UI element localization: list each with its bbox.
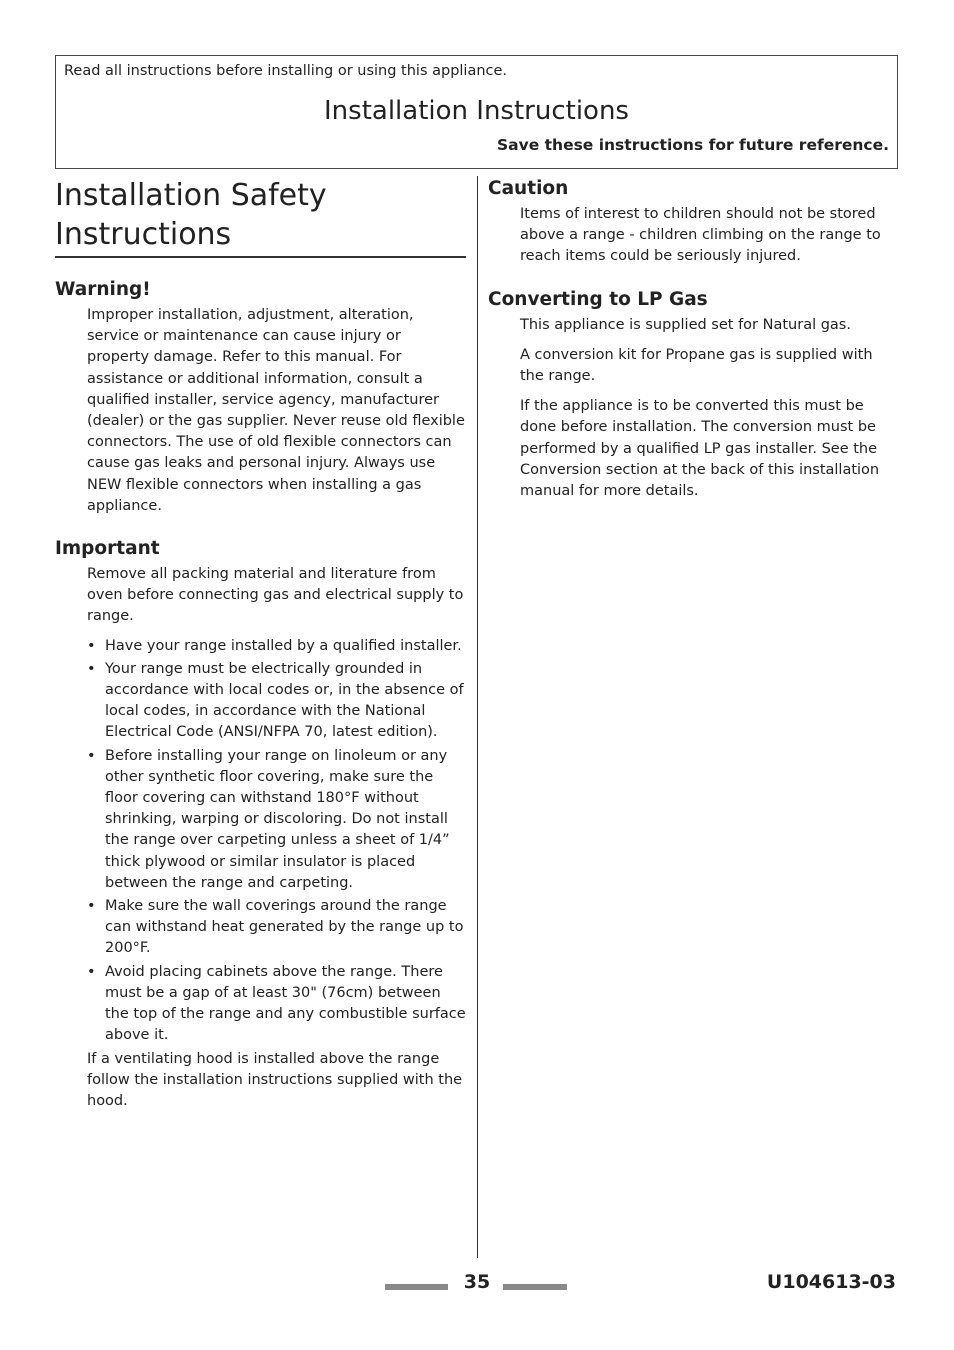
lp-paragraph-2: A conversion kit for Propane gas is supplied with the range. [520,346,873,385]
page-number: 35 [463,1271,491,1293]
document-title: Installation Instructions [324,96,629,126]
page-title: Installation Safety Instructions [55,176,466,258]
header-box [55,55,898,169]
lp-gas-section [488,289,898,503]
notice-text: Read all instructions before installing or using this appliance. [64,63,508,79]
column-divider [477,176,478,1258]
caution-text: Items of interest to children should not be stored above a range - children climbing on the range to reach items could be seriously injured. [520,206,881,265]
list-item: • Have your range installed by a qualified installer. [87,637,462,654]
footer-bar-right [503,1284,567,1290]
list-item: • Avoid placing cabinets above the range. There must be a gap of at least 30" (76cm) between the top of the range and any combustible surface above it. [87,963,466,1044]
document-code: U104613-03 [766,1271,896,1293]
caution-section [488,178,898,268]
warning-heading: Warning! [55,279,151,300]
list-item: • Your range must be electrically grounded in accordance with local codes or, in the absence of local codes, in accordance with the National Electrical Code (ANSI/NFPA 70, latest edition). [87,660,464,741]
lp-paragraph-1: This appliance is supplied set for Natural gas. [520,316,851,333]
list-item: • Before installing your range on linoleum or any other synthetic floor covering, make sure the floor covering can withstand 180°F without shrinking, warping or discoloring. Do not install the range over carpeting unless a sheet of 1/4” thick plywood or similar insulator is placed between the range and carpeting. [87,747,450,891]
lp-gas-heading: Converting to LP Gas [488,288,708,310]
right-column [488,178,898,502]
lp-paragraph-3: If the appliance is to be converted this must be done before installation. The conversion must be performed by a qualified LP gas installer. See the Conversion section at the back of this installation manual for more details. [520,398,880,500]
list-item: • Make sure the wall coverings around the range can withstand heat generated by the range up to 200°F. [87,898,464,957]
footer-bar-left [385,1284,448,1290]
important-section [55,538,466,1112]
warning-text: Improper installation, adjustment, alteration, service or maintenance can cause injury or property damage. Refer to this manual. For assistance or additional information, consult a qualified installer, service agency, manufacturer (dealer) or the gas supplier. Never reuse old flexible connectors. The use of old flexible connectors can cause gas leaks and personal injury. Always use NEW flexible connectors when installing a gas appliance. [87,307,465,514]
warning-section [55,279,466,517]
save-note: Save these instructions for future reference. [496,136,889,154]
left-column [55,176,466,1112]
caution-heading: Caution [488,178,569,199]
important-intro: Remove all packing material and literature from oven before connecting gas and electrical supply to range. [87,566,464,625]
hood-note: If a ventilating hood is installed above the range follow the installation instructions supplied with the hood. [87,1050,463,1109]
important-list [87,636,466,1047]
important-heading: Important [55,538,160,560]
